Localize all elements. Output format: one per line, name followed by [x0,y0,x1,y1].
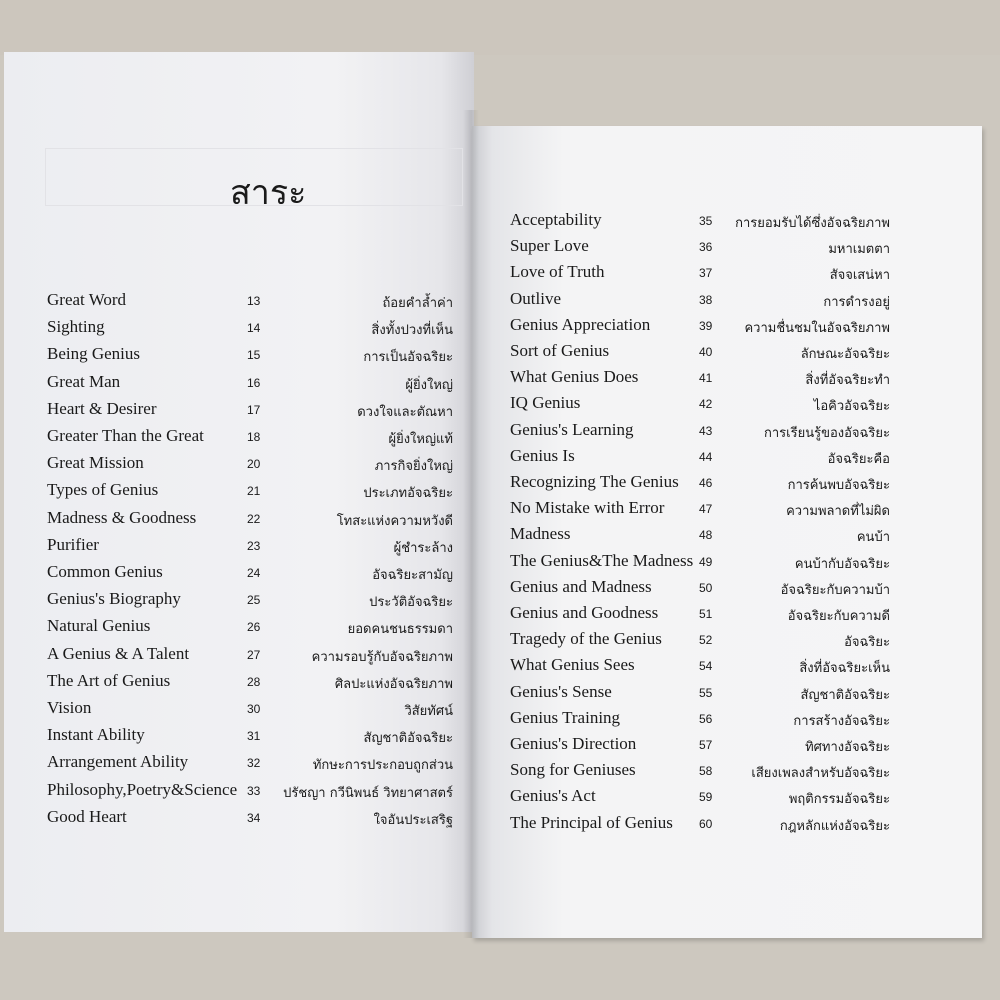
contents-entry [47,426,453,452]
contents-title: สาระ [230,173,307,213]
entry-english-title: Genius's Biography [47,589,181,609]
contents-entry [510,420,890,446]
entry-page-number: 34 [247,810,261,825]
entry-english-title: Genius Appreciation [510,314,651,334]
entry-page-number: 42 [699,397,713,412]
entry-english-title: Genius and Madness [510,576,652,596]
contents-entry [510,210,890,236]
entry-thai-title: ลักษณะอัจฉริยะ [800,347,890,362]
entry-page-number: 54 [699,659,713,674]
entry-thai-title: ผู้ยิ่งใหญ่ [405,377,453,393]
contents-entry [510,655,890,681]
entry-page-number: 50 [699,580,713,595]
contents-entry [47,807,453,833]
contents-entry [47,372,453,398]
entry-page-number: 57 [699,738,713,752]
entry-page-number: 18 [247,430,261,444]
entry-page-number: 36 [699,240,713,255]
entry-thai-title: การดำรงอยู่ [823,294,890,310]
entry-thai-title: การเรียนรู้ของอัจฉริยะ [764,425,890,441]
entry-page-number: 49 [699,554,713,569]
entry-english-title: No Mistake with Error [510,498,665,518]
entry-thai-title: ความพลาดที่ไม่ผิด [786,504,890,520]
entry-english-title: Philosophy,Poetry&Science [47,779,238,799]
entry-page-number: 17 [247,402,261,417]
entry-page-number: 20 [247,457,261,472]
entry-english-title: Heart & Desirer [47,398,157,418]
entry-english-title: Madness [510,524,571,544]
entry-english-title: Outlive [510,288,561,308]
entry-thai-title: ถ้อยคำล้ำค่า [382,296,453,311]
entry-english-title: Natural Genius [47,616,151,636]
entry-page-number: 51 [699,607,713,621]
contents-entry [47,589,453,615]
entry-page-number: 55 [699,685,713,700]
contents-entry [510,524,890,550]
entry-english-title: Good Heart [47,806,127,826]
entry-thai-title: การเป็นอัจฉริยะ [363,350,453,366]
entry-thai-title: อัจฉริยะคือ [827,451,890,467]
entry-page-number: 56 [699,711,713,726]
entry-page-number: 46 [699,476,713,490]
entry-thai-title: สิ่งที่อัจฉริยะทำ [805,373,890,389]
entry-page-number: 44 [699,449,713,464]
contents-entry [510,341,890,367]
entry-thai-title: อัจฉริยะสามัญ [372,568,453,583]
contents-entry [510,315,890,341]
entry-page-number: 52 [699,633,713,648]
entry-english-title: A Genius & A Talent [47,643,190,663]
contents-entry [510,682,890,708]
entry-thai-title: การสร้างอัจฉริยะ [793,713,890,729]
entry-page-number: 28 [247,674,261,689]
entry-thai-title: ประเภทอัจฉริยะ [363,486,453,502]
entry-thai-title: ปรัชญา กวีนิพนธ์ วิทยาศาสตร์ [283,785,453,801]
entry-page-number: 25 [247,593,261,608]
entry-thai-title: การค้นพบอัจฉริยะ [787,478,890,493]
book-spine-shadow [463,110,479,938]
entry-english-title: The Art of Genius [47,670,171,690]
contents-entry [47,317,453,343]
entry-thai-title: อัจฉริยะกับความบ้า [780,582,890,598]
entry-english-title: Genius Is [510,445,575,465]
entry-thai-title: ดวงใจและตัณหา [357,404,453,420]
entry-english-title: Great Mission [47,453,144,473]
entry-english-title: Genius's Sense [510,681,612,701]
entry-thai-title: สิ่งทั้งปวงที่เห็น [371,323,453,339]
contents-entry [510,734,890,760]
entry-english-title: Love of Truth [510,262,605,282]
entry-english-title: What Genius Does [510,367,639,387]
entry-thai-title: คนบ้ากับอัจฉริยะ [794,556,890,572]
contents-entry [47,780,453,806]
entry-page-number: 39 [699,318,713,333]
entry-english-title: Great Man [47,371,121,391]
entry-thai-title: ทักษะการประกอบถูกส่วน [312,758,453,774]
entry-thai-title: มหาเมตตา [828,242,890,258]
contents-entry [47,725,453,751]
entry-english-title: Genius's Act [510,786,596,806]
entry-thai-title: คนบ้า [856,530,890,546]
entry-english-title: Genius's Direction [510,734,637,753]
contents-entry [47,671,453,697]
entry-english-title: Recognizing The Genius [510,472,679,491]
contents-entry [510,472,890,498]
entry-english-title: What Genius Sees [510,655,635,675]
entry-page-number: 41 [699,371,713,386]
contents-entry [47,508,453,534]
entry-thai-title: สัญชาติอัจฉริยะ [800,687,890,703]
entry-page-number: 59 [699,790,713,805]
entry-page-number: 14 [247,321,261,336]
entry-page-number: 22 [247,511,261,526]
entry-english-title: The Principal of Genius [510,812,673,832]
entry-page-number: 40 [699,345,713,359]
contents-entry [47,752,453,778]
entry-english-title: Song for Geniuses [510,760,636,780]
entry-thai-title: อัจฉริยะ [844,635,890,651]
entry-english-title: Genius and Goodness [510,603,659,622]
entry-page-number: 47 [699,502,713,517]
entry-english-title: Vision [47,698,92,717]
entry-thai-title: สัจจเสน่หา [829,268,890,284]
entry-thai-title: การยอมรับได้ซึ่งอัจฉริยภาพ [735,216,890,231]
contents-entry [510,551,890,577]
entry-page-number: 16 [247,375,261,390]
contents-entry [510,289,890,315]
entry-page-number: 58 [699,764,713,779]
entry-english-title: Being Genius [47,344,141,364]
entry-english-title: IQ Genius [510,393,581,413]
entry-page-number: 26 [247,620,261,635]
entry-page-number: 30 [247,702,261,716]
entry-page-number: 13 [247,294,261,308]
contents-entry [47,535,453,561]
entry-thai-title: ใจอันประเสริฐ [373,812,453,828]
entry-english-title: Genius Training [510,707,621,727]
contents-entry [510,629,890,655]
entry-thai-title: ไอคิวอัจฉริยะ [813,399,890,415]
entry-thai-title: ภารกิจยิ่งใหญ่ [374,459,453,475]
entry-thai-title: ทิศทางอัจฉริยะ [805,740,890,755]
contents-entry [510,262,890,288]
entry-english-title: Types of Genius [47,480,159,500]
entry-page-number: 60 [699,816,713,831]
entry-english-title: Purifier [47,534,99,554]
entry-thai-title: ผู้ชำระล้าง [393,540,453,556]
entry-page-number: 35 [699,214,713,228]
entry-page-number: 32 [247,756,261,771]
entry-english-title: Sighting [47,317,105,337]
contents-entry [47,453,453,479]
entry-thai-title: ศิลปะแห่งอัจฉริยภาพ [334,676,453,692]
entry-thai-title: ยอดคนชนธรรมดา [347,622,453,638]
entry-thai-title: สิ่งที่อัจฉริยะเห็น [799,661,890,677]
entry-thai-title: เสียงเพลงสำหรับอัจฉริยะ [751,766,890,782]
entry-english-title: Tragedy of the Genius [510,629,662,649]
contents-entry [47,698,453,724]
entry-english-title: Great Word [47,290,127,309]
contents-entry [510,236,890,262]
contents-entry [47,562,453,588]
contents-entry [47,399,453,425]
entry-english-title: Greater Than the Great [47,426,204,445]
contents-entry [510,577,890,603]
entry-page-number: 37 [699,266,713,281]
entry-english-title: Madness & Goodness [47,507,197,527]
contents-entry [47,616,453,642]
contents-entry [510,446,890,472]
entry-thai-title: ประวัติอัจฉริยะ [369,595,453,611]
entry-english-title: Sort of Genius [510,341,610,360]
contents-entry [510,813,890,839]
entry-page-number: 38 [699,292,713,307]
contents-entry [510,393,890,419]
entry-page-number: 27 [247,647,261,662]
entry-english-title: Common Genius [47,562,163,581]
contents-entry [47,290,453,316]
contents-entry [510,498,890,524]
entry-page-number: 24 [247,566,261,580]
entry-page-number: 21 [247,484,261,499]
entry-thai-title: อัจฉริยะกับความดี [787,609,890,624]
contents-entry [510,708,890,734]
entry-english-title: Super Love [510,236,589,256]
entry-page-number: 48 [699,528,713,543]
entry-thai-title: ความชื่นชมในอัจฉริยภาพ [744,320,890,336]
entry-thai-title: สัญชาติอัจฉริยะ [363,731,453,747]
entry-thai-title: วิสัยทัศน์ [404,704,453,719]
entry-english-title: The Genius&The Madness [510,550,694,570]
contents-entry [47,344,453,370]
contents-entry [510,367,890,393]
contents-entry [510,603,890,629]
contents-entry [47,480,453,506]
entry-english-title: Acceptability [510,210,602,229]
entry-english-title: Genius's Learning [510,419,634,439]
entry-page-number: 23 [247,538,261,553]
entry-page-number: 31 [247,729,261,744]
background-surface [0,0,1000,55]
entry-page-number: 33 [247,783,261,798]
contents-entry [510,786,890,812]
entry-english-title: Instant Ability [47,725,145,745]
entry-thai-title: กฎหลักแห่งอัจฉริยะ [779,818,890,834]
contents-entry [510,760,890,786]
entry-thai-title: โทสะแห่งความหวังดี [336,513,453,529]
contents-entry [47,644,453,670]
entry-page-number: 15 [247,348,261,363]
entry-thai-title: ความรอบรู้กับอัจฉริยภาพ [311,649,453,665]
entry-thai-title: พฤติกรรมอัจฉริยะ [788,792,890,808]
entry-thai-title: ผู้ยิ่งใหญ่แท้ [388,432,453,447]
entry-english-title: Arrangement Ability [47,752,189,772]
entry-page-number: 43 [699,423,713,438]
